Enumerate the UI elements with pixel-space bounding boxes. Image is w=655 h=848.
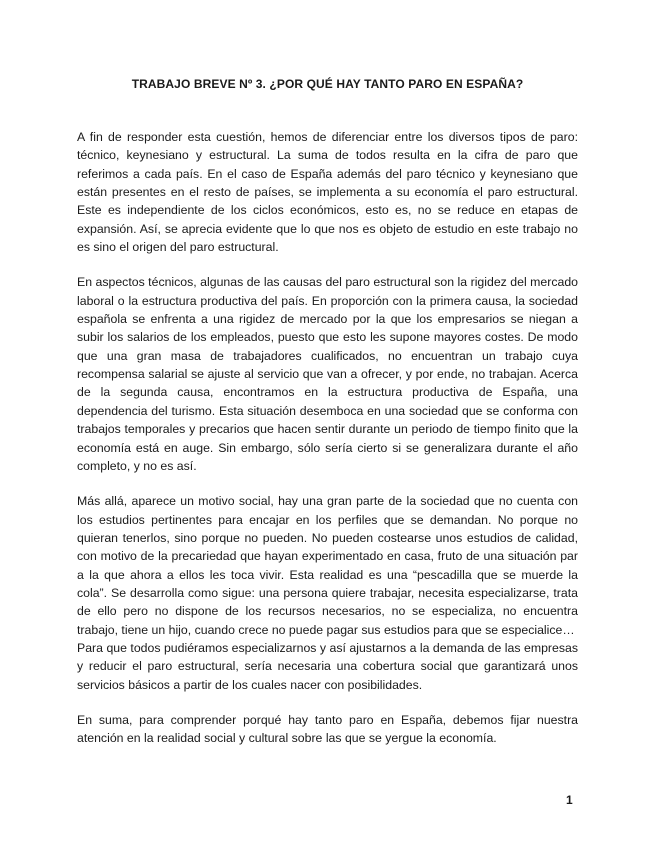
paragraph-conclusion: En suma, para comprender porqué hay tanto paro en España, debemos fijar nuestra atención en la realidad social y cultural sobre las que se yergue la economía.	[77, 712, 578, 746]
paragraph-motivo-social: Más allá, aparece un motivo social, hay una gran parte de la sociedad que no cuenta con los estudios pertinentes para encajar en los perfiles que se demandan. No porque no quieran tenerlos, sino porque no pueden. No pueden costearse unos estudios de calidad, con motivo de la precariedad que hayan experimentado en casa, fruto de una situación par a la que ahora a ellos les toca vivir. Esta realidad es una “pescadilla que se muerde la cola”. Se desarrolla como sigue: una persona quiere trabajar, necesita especializarse, trata de ello pero no dispone de los recursos necesarios, no se especializa, no encuentra trabajo, tiene un hijo, cuando crece no puede pagar sus estudios para que se especialice…	[77, 494, 578, 637]
paragraph-tipos-de-paro: A fin de responder esta cuestión, hemos de diferenciar entre los diversos tipos de paro: técnico, keynesiano y estructural. La suma de todos resulta en la cifra de paro que referimos a cada país. En el caso de España además del paro técnico y keynesiano que están presentes en el resto de países, se implementa a su economía el paro estructural. Este es independiente de los ciclos económicos, esto es, no se reduce en etapas de expansión. Así, se aprecia evidente que lo que nos es objeto de estudio en este trabajo no es sino el origen del paro estructural.	[77, 130, 578, 255]
page-number: 1	[566, 793, 573, 807]
document-title: TRABAJO BREVE Nº 3. ¿POR QUÉ HAY TANTO PARO EN ESPAÑA?	[131, 77, 524, 91]
paragraph-cobertura-social: Para que todos pudiéramos especializarnos y así ajustarnos a la demanda de las empresas y reducir el paro estructural, sería necesaria una cobertura social que garantizará unos servicios básicos a partir de los cuales nacer con posibilidades.	[77, 640, 578, 692]
paragraph-aspectos-tecnicos: En aspectos técnicos, algunas de las causas del paro estructural son la rigidez del mercado laboral o la estructura productiva del país. En proporción con la primera causa, la sociedad española se enfrenta a una rigidez de mercado por la que los empresarios se niegan a subir los salarios de los empleados, puesto que esto les supone mayores costes. De modo que una gran masa de trabajadores cualificados, no encuentran un trabajo cuya recompensa salarial se ajuste al servicio que van a ofrecer, y por ende, no trabajan. Acerca de la segunda causa, encontramos en la estructura productiva de España, una dependencia del turismo. Esta situación desemboca en una sociedad que se conforma con trabajos temporales y precarios que hacen sentir durante un periodo de tiempo finito que la economía está en auge. Sin embargo, sólo sería cierto si se generalizara durante el año completo, y no es así.	[77, 275, 578, 473]
document-body	[77, 128, 578, 765]
